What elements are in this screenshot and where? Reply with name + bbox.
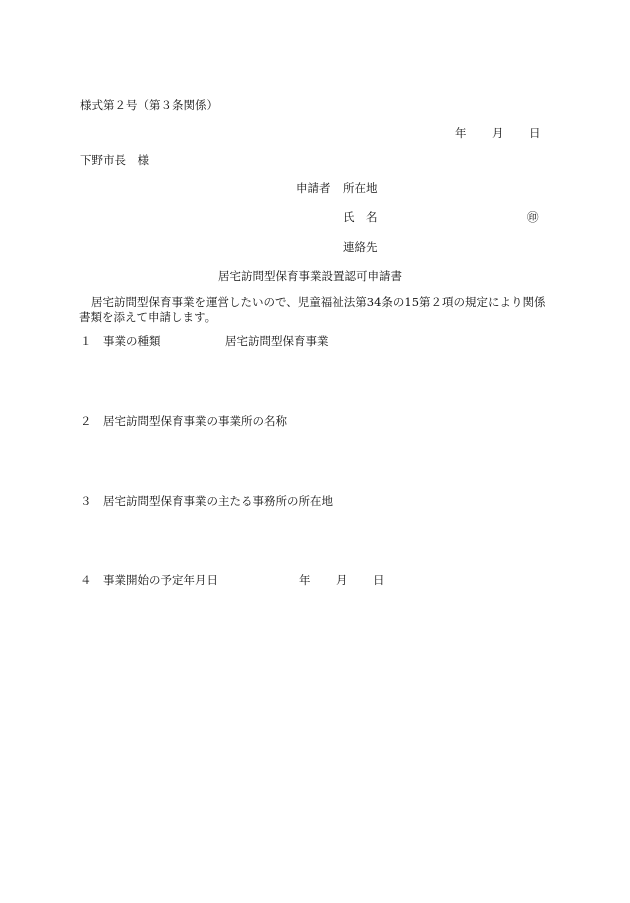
date-day: 日	[529, 126, 541, 140]
item-number: １	[80, 334, 92, 348]
contact-label: 連絡先	[343, 240, 378, 254]
item-label: 居宅訪問型保育事業の主たる事務所の所在地	[103, 494, 333, 508]
addressee: 下野市長 様	[80, 153, 149, 167]
item-label: 事業の種類	[103, 334, 161, 348]
item-number: ３	[80, 494, 92, 508]
form-number: 様式第２号（第３条関係）	[80, 98, 218, 112]
item-number: ２	[80, 414, 92, 428]
start-year: 年	[299, 573, 311, 587]
body-paragraph: 居宅訪問型保育事業を運営したいので、児童福祉法第34条の15第２項の規定により関係書類を添えて申請します。	[79, 295, 546, 324]
document-title: 居宅訪問型保育事業設置認可申請書	[218, 269, 402, 283]
seal-mark: ㊞	[527, 210, 539, 224]
item-label: 事業開始の予定年月日	[103, 573, 218, 587]
item-number: ４	[80, 573, 92, 587]
item-value: 居宅訪問型保育事業	[225, 334, 329, 348]
date-year: 年	[455, 126, 467, 140]
name-label: 氏 名	[343, 210, 378, 224]
start-month: 月	[336, 573, 348, 587]
start-day: 日	[373, 573, 385, 587]
address-label: 所在地	[343, 181, 378, 195]
item-label: 居宅訪問型保育事業の事業所の名称	[103, 414, 287, 428]
date-month: 月	[492, 126, 504, 140]
applicant-label: 申請者	[296, 181, 331, 195]
